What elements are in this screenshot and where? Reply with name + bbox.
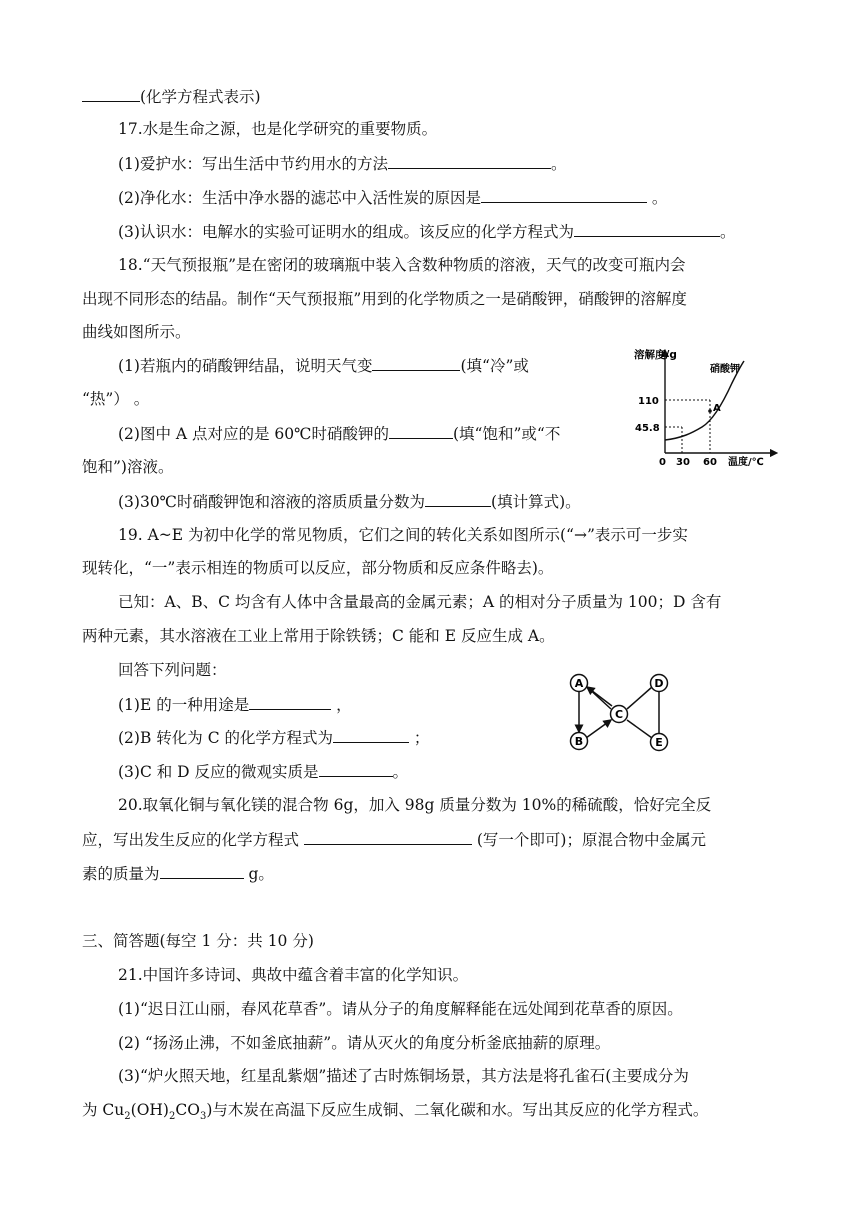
q17-2: (2)净化水：生活中净水器的滤芯中入活性炭的原因是 。 bbox=[118, 189, 668, 207]
node-a-label: A bbox=[574, 677, 584, 690]
node-c-label: C bbox=[614, 708, 624, 721]
answer-blank[interactable] bbox=[388, 153, 551, 169]
line-continuation: (化学方程式表示) bbox=[82, 86, 261, 107]
answer-blank[interactable] bbox=[160, 863, 244, 879]
q21-1: (1)“迟日江山丽，春风花草香”。请从分子的角度解释能在远处闻到花草香的原因。 bbox=[118, 1000, 683, 1018]
edge-c-d bbox=[627, 687, 652, 709]
point-a bbox=[708, 409, 712, 413]
q21-3: (3)“炉火照天地，红星乱紫烟”描述了古时炼铜场景，其方法是将孔雀石(主要成分为 bbox=[118, 1067, 689, 1085]
q19-line-a: 19. A~E 为初中化学的常见物质，它们之间的转化关系如图所示(“→”表示可一步实 bbox=[118, 526, 688, 544]
answer-blank[interactable] bbox=[389, 423, 453, 439]
q19-line-c: 已知：A、B、C 均含有人体中含量最高的金属元素；A 的相对分子质量为 100；D 含有 bbox=[118, 593, 722, 611]
y-tick-45-8: 45.8 bbox=[635, 423, 660, 434]
answer-blank[interactable] bbox=[481, 187, 647, 203]
x-tick-0: 0 bbox=[659, 457, 666, 468]
answer-blank[interactable] bbox=[304, 829, 472, 845]
q18-line-c: 曲线如图所示。 bbox=[82, 323, 191, 341]
answer-blank[interactable] bbox=[319, 761, 393, 777]
x-tick-30: 30 bbox=[676, 457, 690, 468]
node-d-label: D bbox=[654, 677, 664, 690]
q18-1: (1)若瓶内的硝酸钾结晶，说明天气变 (填“冷”或 bbox=[118, 357, 529, 375]
answer-blank[interactable] bbox=[372, 355, 460, 371]
q19-line-e: 回答下列问题： bbox=[118, 661, 227, 679]
q17-1: (1)爱护水：写出生活中节约用水的方法 。 bbox=[118, 155, 567, 173]
answer-blank[interactable] bbox=[574, 221, 720, 237]
q19-line-d: 两种元素，其水溶液在工业上常用于除铁锈；C 能和 E 反应生成 A。 bbox=[82, 627, 555, 645]
y-tick-110: 110 bbox=[638, 396, 659, 407]
q18-2: (2)图中 A 点对应的是 60℃时硝酸钾的 (填“饱和”或“不 bbox=[118, 425, 561, 443]
x-axis-label: 温度/℃ bbox=[728, 457, 764, 468]
node-e-label: E bbox=[655, 736, 663, 749]
q20-line-c: 素的质量为 g。 bbox=[82, 865, 274, 883]
answer-blank[interactable] bbox=[82, 86, 140, 102]
q18-1-cont: “热”） 。 bbox=[82, 390, 150, 408]
q19-2: (2)B 转化为 C 的化学方程式为 ； bbox=[118, 729, 430, 747]
q20-line-a: 20.取氧化铜与氧化镁的混合物 6g，加入 98g 质量分数为 10%的稀硫酸，恰好完全反 bbox=[118, 796, 712, 814]
y-axis-label: 溶解度/g bbox=[634, 349, 677, 361]
q17-title: 17.水是生命之源，也是化学研究的重要物质。 bbox=[118, 120, 438, 138]
q18-line-a: 18.“天气预报瓶”是在密闭的玻璃瓶中装入含数种物质的溶液，天气的改变可瓶内会 bbox=[118, 256, 686, 274]
q19-1: (1)E 的一种用途是 ， bbox=[118, 696, 352, 714]
solubility-graph bbox=[632, 345, 782, 470]
q20-line-b: 应，写出发生反应的化学方程式 (写一个即可)；原混合物中金属元 bbox=[82, 831, 706, 849]
answer-blank[interactable] bbox=[425, 491, 491, 507]
edge-b-c bbox=[586, 720, 611, 738]
section-3-title: 三、简答题(每空 1 分：共 10 分) bbox=[82, 932, 314, 950]
q18-3: (3)30℃时硝酸钾饱和溶液的溶质质量分数为 (填计算式)。 bbox=[118, 493, 581, 511]
q18-line-b: 出现不同形态的结晶。制作“天气预报瓶”用到的化学物质之一是硝酸钾，硝酸钾的溶解度 bbox=[82, 290, 687, 308]
transformation-diagram bbox=[560, 668, 680, 758]
x-tick-60: 60 bbox=[703, 457, 717, 468]
q17-3: (3)认识水：电解水的实验可证明水的组成。该反应的化学方程式为 。 bbox=[118, 223, 736, 241]
q21-title: 21.中国许多诗词、典故中蕴含着丰富的化学知识。 bbox=[118, 966, 469, 984]
edge-c-a bbox=[587, 687, 612, 706]
q19-3: (3)C 和 D 反应的微观实质是 。 bbox=[118, 763, 409, 781]
curve-label: 硝酸钾 bbox=[710, 364, 740, 375]
q19-line-b: 现转化，“一”表示相连的物质可以反应，部分物质和反应条件略去)。 bbox=[82, 559, 554, 577]
q21-2: (2) “扬汤止沸，不如釜底抽薪”。请从灭火的角度分析釜底抽薪的原理。 bbox=[118, 1034, 611, 1052]
answer-blank[interactable] bbox=[333, 727, 409, 743]
q18-2-cont: 饱和”)溶液。 bbox=[82, 458, 174, 476]
point-a-label: A bbox=[713, 403, 721, 414]
edge-c-e bbox=[627, 720, 652, 738]
q21-3-cont: 为 $Cu_2(OH)_2CO_3$)与木炭在高温下反应生成铜、二氧化碳和水。写出其反应的化学方程式。 bbox=[82, 1101, 709, 1123]
node-b-label: B bbox=[574, 735, 584, 748]
answer-blank[interactable] bbox=[249, 694, 331, 710]
